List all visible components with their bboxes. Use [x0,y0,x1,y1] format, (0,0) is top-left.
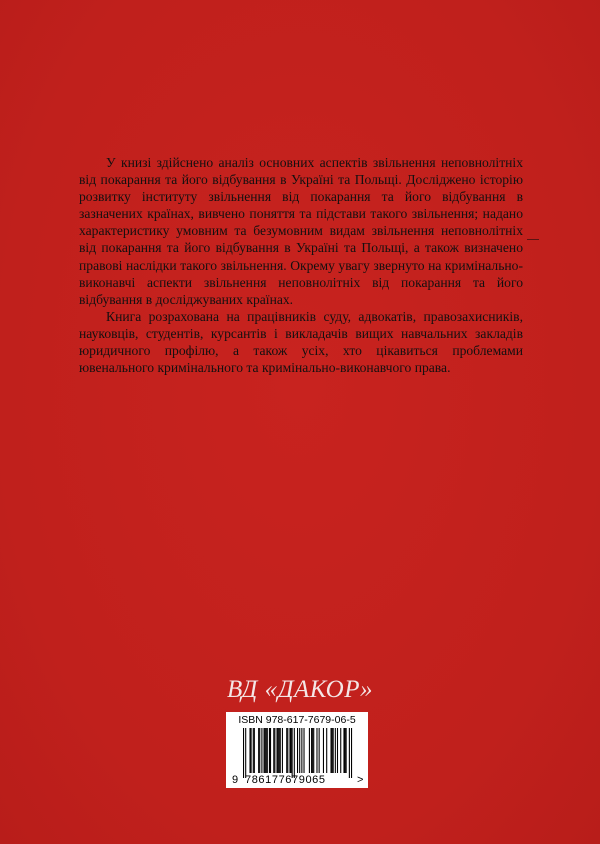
barcode-bar [259,728,260,773]
barcode-bar [301,728,302,773]
isbn-number: ISBN 978-617-7679-06-5 [238,714,356,726]
barcode-bar [278,728,279,773]
barcode-bar [349,728,350,778]
barcode-bar [269,728,270,773]
barcode-bar [254,728,255,773]
barcode-bar [351,728,352,778]
barcode-bar [286,728,287,773]
barcode-bar [243,728,244,778]
barcode-arrow: > [357,774,365,786]
annotation-paragraph-1: У книзі здійснено аналіз основних аспектів звільнення неповнолітніх від покарання та його відбування в Україні та Польщі. Досліджено історію розвитку інституту звільнення від покарання та його відбування в зазначених країнах, вивчено поняття та підстави такого звільнення; надано характеристику умовним та безумовним видам звільнення неповнолітніх від покарання та його відбування в Україні та Польщі, а також визначено правові наслідки такого звільнення. Окрему увагу звернуто на кримінально-виконавчі аспекти звільнення неповнолітніх від покарання та його відбування в досліджуваних країнах. [79,155,523,307]
barcode-bar [312,728,313,773]
barcode-bar [287,728,288,773]
barcode-bar [311,728,312,773]
barcode-bar [264,728,265,773]
barcode-digits-rest: 786177679065 [245,774,326,786]
barcode-bar [309,728,310,773]
annotation-paragraph-2: Книга розрахована на працівників суду, адвокатів, правозахисників, науковців, студентів, курсантів і викладачів вищих навчальних закладів юридичного профілю, а також усіх, хто цікавиться проблемами ювенального кримінального та кримінально-виконавчого права. [79,308,523,376]
barcode-bar [303,728,304,773]
barcode-bar [343,728,344,773]
barcode-bar [289,728,290,773]
barcode-bar [294,728,295,778]
barcode-bar [292,728,293,778]
barcode-bar [340,728,341,773]
barcode-bar [273,728,274,773]
barcode-bar [313,728,314,773]
barcode-bar [291,728,292,773]
barcode-bar [267,728,268,773]
barcode-bar [251,728,252,773]
barcode-digit-first: 9 [232,774,239,786]
barcode-bar [323,728,324,773]
barcode-bar [279,728,280,773]
barcode-bar [333,728,334,773]
barcode-bar [261,728,262,773]
barcode-bar [253,728,254,773]
barcode-bar [319,728,320,773]
publisher-name: ВД «ДАКОР» [226,676,374,703]
barcode-bar [335,728,336,773]
isbn-barcode [226,712,368,788]
barcode-bar [249,728,250,773]
barcode-bar [297,728,298,773]
barcode-bar [282,728,283,773]
barcode-bar [346,728,347,773]
barcode-bar [258,728,259,773]
annotation-text [79,154,523,376]
barcode-bar [274,728,275,773]
barcode-bar [270,728,271,773]
barcode-bar [332,728,333,773]
barcode-bar [316,728,317,773]
barcode-bar [265,728,266,773]
barcode-bar [266,728,267,773]
barcode-bar [337,728,338,773]
barcode-bar [280,728,281,773]
barcode-bar [345,728,346,773]
margin-dash [527,239,539,240]
barcode-bar [276,728,277,773]
barcode-bar [245,728,246,778]
barcode-bar [299,728,300,773]
barcode-bar [330,728,331,773]
barcode-bar [326,728,327,773]
